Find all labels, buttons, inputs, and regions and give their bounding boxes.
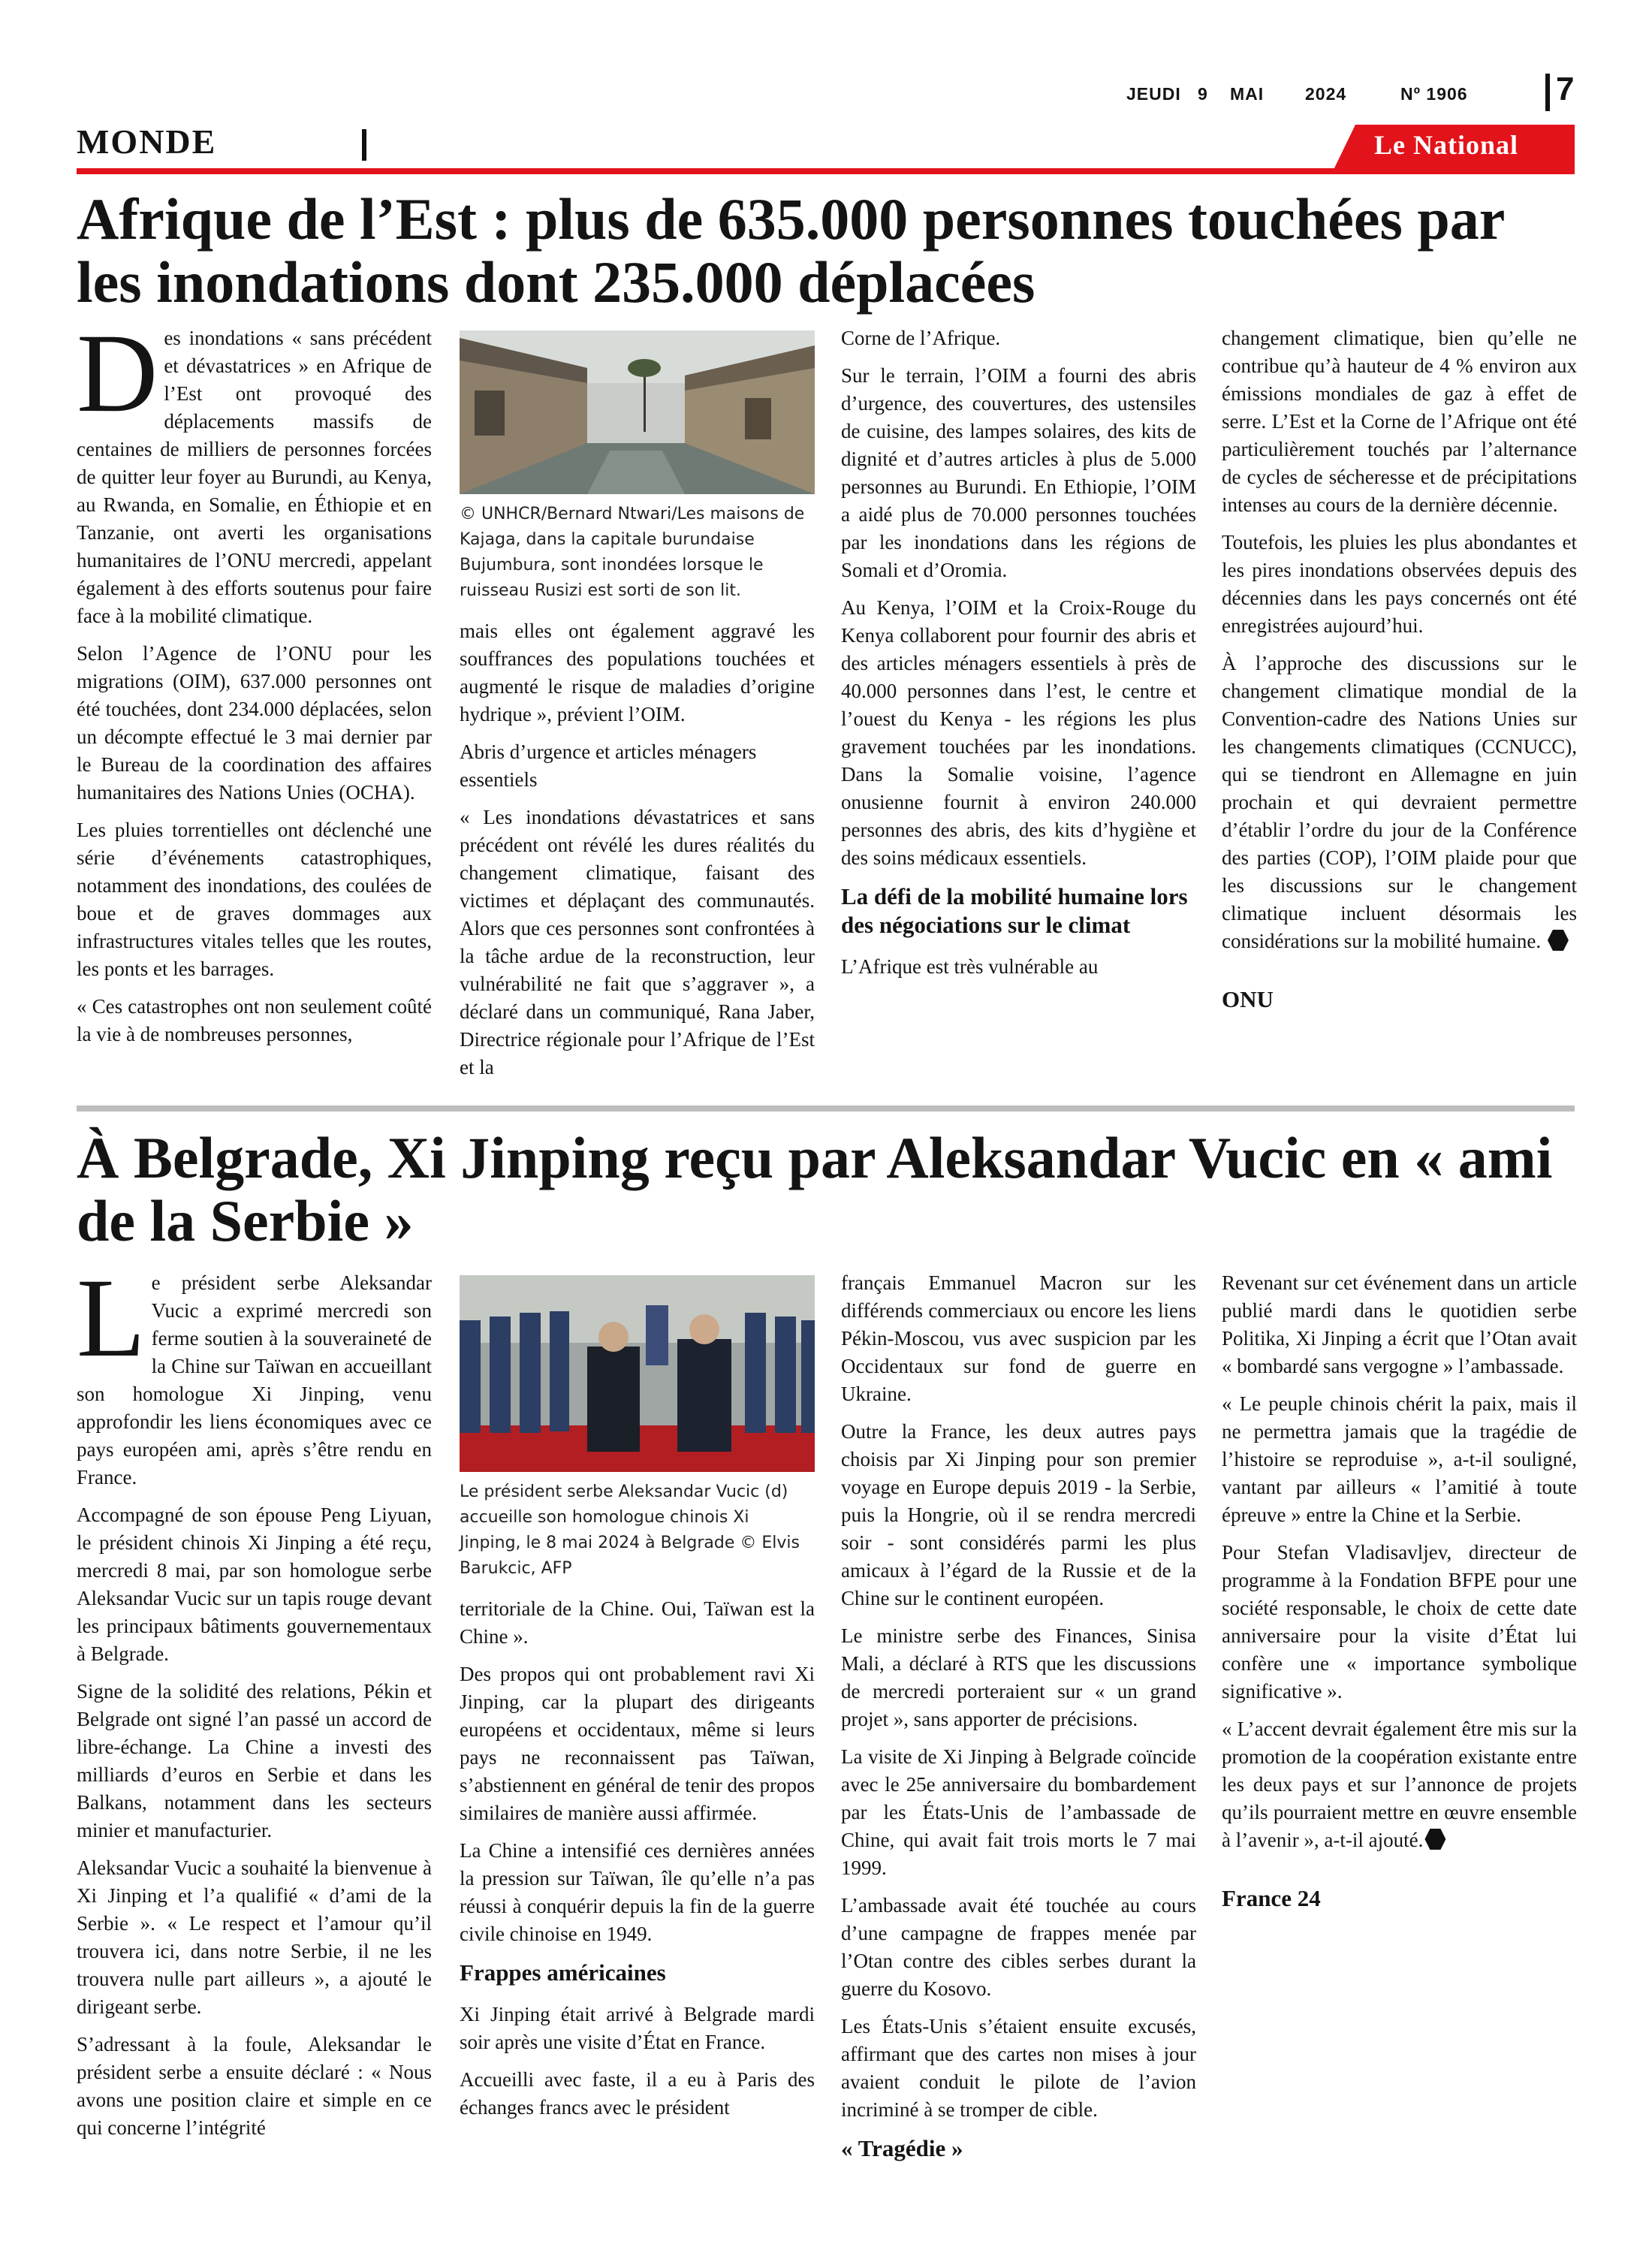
- end-of-article-icon: [1424, 1829, 1446, 1850]
- article1-paragraph: « Les inondations dévastatrices et sans précédent ont révélé les dures réalités du changement climatique, faisant des victimes et déplaçant des communautés. Alors que ces personnes sont confrontées à la tâche ardue de la reconstruction, leur vulnérabilité ne fait que s’aggraver », a déclaré dans un communiqué, Rana Jaber, Directrice régionale pour l’Afrique de l’Est et la: [460, 806, 815, 1078]
- section-divider: [362, 129, 366, 161]
- article1-subhead: La défi de la mobilité humaine lors des négociations sur le climat: [841, 883, 1188, 938]
- article2-paragraph: « L’accent devrait également être mis sur la promotion de la coopération existante entre les deux pays et sur l’annonce de projets qu’ils pourraient mettre en œuvre ensemble à l’avenir », a-t-il ajouté.: [1222, 1718, 1577, 1851]
- article2-paragraph: La Chine a intensifié ces dernières années la pression sur Taïwan, île qu’elle n’a pas réussi à conquérir depuis la fin de la guerre civile chinoise en 1949.: [460, 1839, 815, 1945]
- article1-column-3: [841, 324, 1196, 981]
- article2-paragraph: La visite de Xi Jinping à Belgrade coïncide avec le 25e anniversaire du bombardement par les États-Unis de l’ambassade de Chine, qui avait fait trois morts le 7 mai 1999.: [841, 1745, 1196, 1879]
- section-label: MONDE: [77, 122, 217, 161]
- article1-paragraph: Des inondations « sans précédent et dévastatrices » en Afrique de l’Est ont provoqué des déplacements massifs de centaines de milliers de personnes forcées de quitter leur foyer au Burundi, au Kenya, au Rwanda, en Somalie, en Éthiopie et en Tanzanie, ont averti les organisations humanitaires de l’ONU mercredi, appelant également à des efforts soutenus pour faire face à la mobilité climatique.: [77, 311, 432, 627]
- article2-paragraph: Le président serbe Aleksandar Vucic a exprimé mercredi son ferme soutien à la souveraineté de la Chine sur Taïwan en accueillant son homologue Xi Jinping, venu approfondir les liens économiques avec ce pays européen ami, après s’être rendu en France.: [77, 1256, 432, 1488]
- article2-paragraph: Xi Jinping était arrivé à Belgrade mardi soir après une visite d’État en France.: [460, 2003, 815, 2053]
- article2-paragraph: territoriale de la Chine. Oui, Taïwan est la Chine ».: [460, 1597, 815, 1648]
- end-of-article-icon: [1548, 930, 1569, 951]
- article1-paragraph: changement climatique, bien qu’elle ne contribue qu’à hauteur de 4 % environ aux émissions mondiales de gaz à effet de serre. L’Est et la Corne de l’Afrique ont été particulièrement touchés par l’alternance de cycles de sécheresse et de précipitations intenses au cours de la dernière décennie.: [1222, 327, 1577, 516]
- article2-column-4: [1222, 1269, 1577, 1912]
- page-number-divider: [1545, 74, 1550, 111]
- article-separator: [77, 1105, 1575, 1111]
- belgrade-photo-caption: Le président serbe Aleksandar Vucic (d) accueille son homologue chinois Xi Jinping, le 8 mai 2024 à Belgrade © Elvis Barukcic, AFP: [460, 1482, 800, 1578]
- article1-paragraph: L’Afrique est très vulnérable au: [841, 955, 1099, 978]
- article2-paragraph: Des propos qui ont probablement ravi Xi Jinping, car la plupart des dirigeants européens et occidentaux, même si leurs pays ne reconnaissent pas Taïwan, s’abstiennent en général de tenir des propos similaires de manière aussi affirmée.: [460, 1663, 815, 1824]
- article1-column-1: [77, 311, 432, 1048]
- article2-subhead-frappes: Frappes américaines: [460, 1959, 666, 1986]
- article2-paragraph: « Le peuple chinois chérit la paix, mais il ne permettra jamais que la tragédie de l’histoire se reproduise », a-t-il souligné, vantant par ailleurs « l’amitié à toute épreuve » entre la Chine et la Serbie.: [1222, 1392, 1577, 1526]
- section-rule: [77, 168, 1575, 174]
- article2-subhead-tragedie: « Tragédie »: [841, 2135, 963, 2161]
- article2-paragraph: Accueilli avec faste, il a eu à Paris des échanges francs avec le président: [460, 2068, 815, 2119]
- article2-paragraph: L’ambassade avait été touchée au cours d’une campagne de frappes menée par l’Otan contre des cibles serbes durant la guerre du Kosovo.: [841, 1894, 1196, 2000]
- article2-paragraph: Le ministre serbe des Finances, Sinisa Mali, a déclaré à RTS que les discussions de mercredi porteraient sur « un grand projet », sans apporter de précisions.: [841, 1624, 1196, 1730]
- article2-headline: À Belgrade, Xi Jinping reçu par Aleksandar Vucic en « ami de la Serbie »: [77, 1125, 1553, 1253]
- article2-paragraph: S’adressant à la foule, Aleksandar le président serbe a ensuite déclaré : « Nous avons une position claire et simple en ce qui concerne l’intégrité: [77, 2033, 432, 2139]
- article1-paragraph: Les pluies torrentielles ont déclenché une série d’événements catastrophiques, notamment des inondations, des coulées de boue et de graves dommages aux infrastructures vitales telles que les routes, les ponts et les barrages.: [77, 819, 432, 980]
- belgrade-photo: [460, 1275, 815, 1472]
- page-number: 7: [1556, 71, 1575, 107]
- article1-paragraph: Selon l’Agence de l’ONU pour les migrations (OIM), 637.000 personnes ont été touchées, dont 234.000 déplacées, selon un décompte effectué le 3 mai dernier par le Bureau de la coordination des affaires humanitaires des Nations Unies (OCHA).: [77, 642, 432, 804]
- article1-column-4: [1222, 324, 1577, 1013]
- article2-paragraph: Pour Stefan Vladisavljev, directeur de programme à la Fondation BFPE pour une société responsable, le choix de cette date anniversaire pour la visite d’État lui confère une « importance symbolique significative ».: [1222, 1541, 1577, 1703]
- article2-signature: France 24: [1222, 1885, 1321, 1911]
- article2-paragraph: français Emmanuel Macron sur les différends commerciaux ou encore les liens Pékin-Moscou, vus avec suspicion par les Occidentaux sur fond de guerre en Ukraine.: [841, 1271, 1196, 1405]
- article1-drop-cap: D: [77, 311, 158, 436]
- article2-drop-cap: L: [77, 1256, 146, 1380]
- article1-paragraph: Au Kenya, l’OIM et la Croix-Rouge du Kenya collaborent pour fournir des abris et des articles ménagers essentiels à près de 40.000 personnes dans l’est, le centre et l’ouest du Kenya - les régions les plus gravement touchées par les inondations. Dans la Somalie voisine, l’agence onusienne fournit à environ 240.000 personnes des abris, des kits d’hygiène et des soins médicaux essentiels.: [841, 596, 1196, 869]
- newspaper-brand: Le National: [1374, 130, 1519, 160]
- article2-column-2: [460, 1275, 815, 2122]
- article1-paragraph: Sur le terrain, l’OIM a fourni des abris d’urgence, des couvertures, des ustensiles de cuisine, des lampes solaires, des kits de dignité et d’autres articles à plus de 5.000 personnes au Burundi. En Ethiopie, l’OIM a aidé plus de 70.000 personnes touchées par les inondations dans les régions de Somali et d’Oromia.: [841, 364, 1196, 581]
- article1-inline-subhead: Abris d’urgence et articles ménagers essentiels: [460, 740, 757, 791]
- date-month: MAI: [1230, 84, 1265, 104]
- date-number: 9: [1198, 84, 1208, 104]
- article2-paragraph: Accompagné de son épouse Peng Liyuan, le président chinois Xi Jinping a été reçu, mercredi 8 mai, par son homologue serbe Aleksandar Vucic sur un tapis rouge devant les principaux bâtiments gouvernementaux à Belgrade.: [77, 1504, 432, 1665]
- article1-paragraph: À l’approche des discussions sur le changement climatique mondial de la Convention-cadre des Nations Unies sur les changements climatiques (CCNUCC), qui se tiendront en Allemagne en juin prochain et qui devraient permettre d’établir l’ordre du jour de la Conférence des parties (COP), l’OIM plaide pour que les discussions sur le changement climatique incluent désormais les considérations sur la mobilité humaine.: [1222, 652, 1577, 952]
- article1-paragraph: mais elles ont également aggravé les souffrances des populations touchées et augmenté le risque de maladies d’origine hydrique », prévient l’OIM.: [460, 620, 815, 725]
- article2-paragraph: Les États-Unis s’étaient ensuite excusés, affirmant que des cartes non mises à jour avaient conduit le pilote de l’avion incriminé à se tromper de cible.: [841, 2015, 1196, 2121]
- article2-paragraph: Revenant sur cet événement dans un article publié mardi dans le quotidien serbe Politika, Xi Jinping a écrit que l’Otan avait « bombardé sans vergogne » l’ambassade.: [1222, 1271, 1577, 1377]
- flood-photo: [460, 330, 815, 494]
- issue-number: Nº 1906: [1400, 84, 1468, 104]
- article1-paragraph: Toutefois, les pluies les plus abondantes et les pires inondations observées depuis des décennies dans les pays concernés ont été enregistrées aujourd’hui.: [1222, 531, 1577, 637]
- article2-paragraph: Signe de la solidité des relations, Pékin et Belgrade ont signé l’an passé un accord de libre-échange. La Chine a investi des milliards d’euros en Serbie et dans les Balkans, notamment dans les secteurs minier et manufacturier.: [77, 1680, 432, 1841]
- article1-headline: Afrique de l’Est : plus de 635.000 personnes touchées par les inondations dont 235.000 déplacées: [77, 186, 1504, 315]
- article2-paragraph: Outre la France, les deux autres pays choisis par Xi Jinping pour son premier voyage en Europe depuis 2019 - la Serbie, puis la Hongrie, où il se rendra mercredi soir - sont considérés parmi les plus amicaux à l’égard de la Russie et de la Chine sur le continent européen.: [841, 1420, 1196, 1609]
- flood-photo-caption: © UNHCR/Bernard Ntwari/Les maisons de Kajaga, dans la capitale burundaise Bujumbura, sont inondées lorsque le ruisseau Rusizi est sorti de son lit.: [460, 505, 805, 600]
- date-year: 2024: [1305, 84, 1347, 104]
- article1-paragraph: « Ces catastrophes ont non seulement coûté la vie à de nombreuses personnes,: [77, 995, 432, 1045]
- article1-column-2: [460, 330, 815, 1081]
- article2-paragraph: Aleksandar Vucic a souhaité la bienvenue à Xi Jinping et l’a qualifié « d’ami de la Serbie ». « Le respect et l’amour qu’il trouvera ici, dans notre Serbie, il ne les trouvera nulle part ailleurs », a ajouté le dirigeant serbe.: [77, 1856, 432, 2018]
- article2-column-3: [841, 1269, 1196, 2176]
- article1-signature: ONU: [1222, 986, 1274, 1012]
- article1-paragraph: Corne de l’Afrique.: [841, 327, 1001, 349]
- article2-column-1: [77, 1256, 432, 2142]
- date-day: JEUDI: [1126, 84, 1181, 104]
